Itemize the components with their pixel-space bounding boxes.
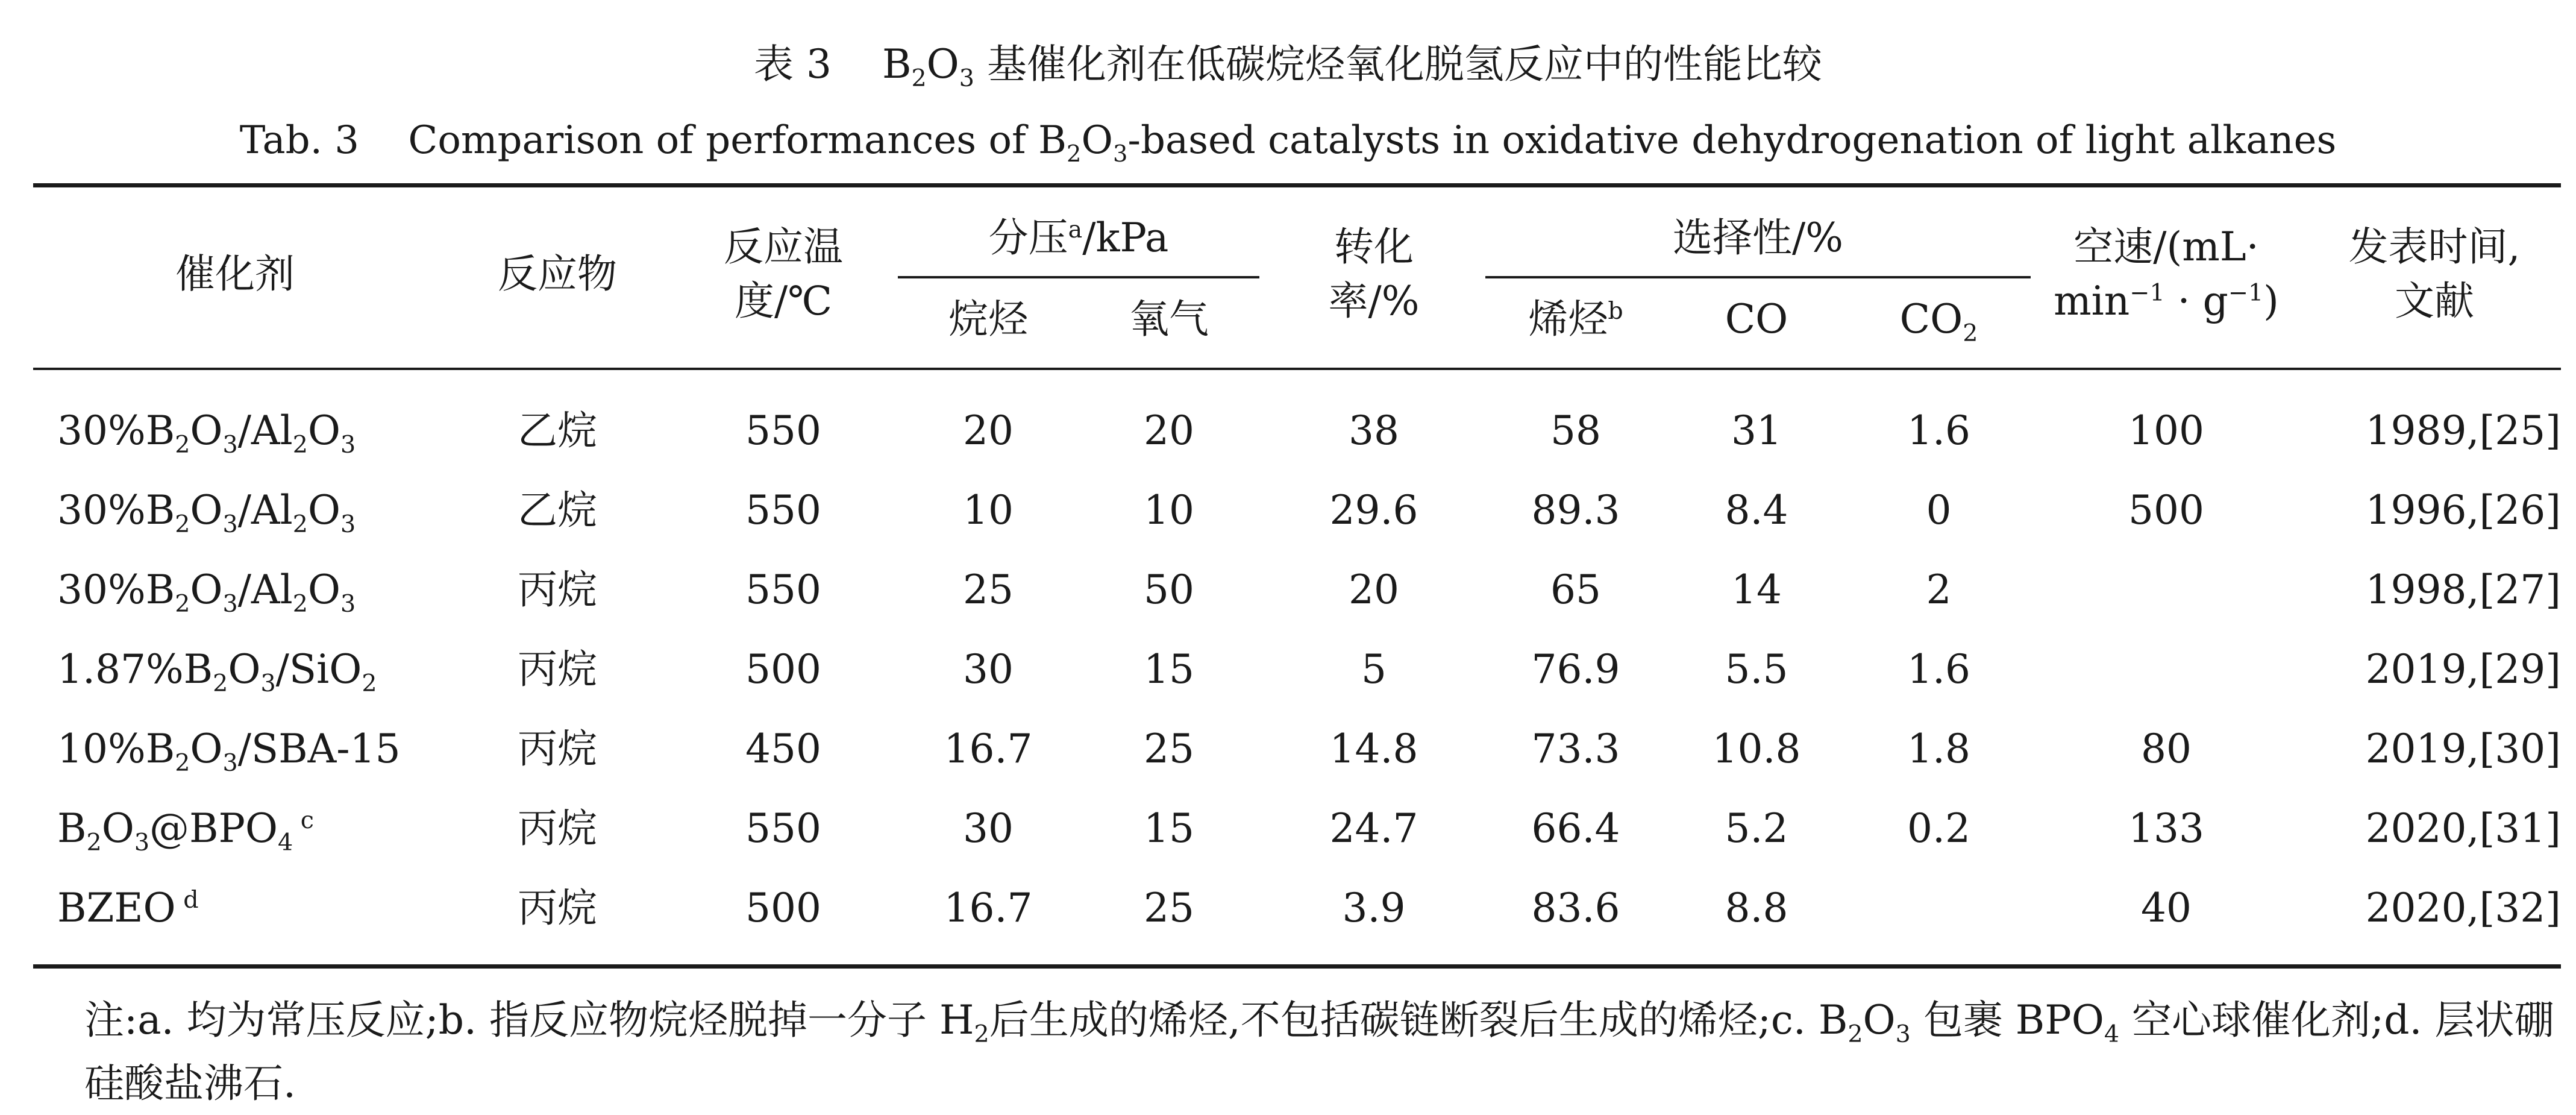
header-space-velocity: 空速/(mL· $\min^{-1} \cdot g^{-1}$) — [2054, 224, 2279, 324]
cell-catalyst: $30\%B_2O_3/Al_2O_3$ — [57, 487, 356, 539]
table-footnote: 注:a. 均为常压反应;b. 指反应物烷烃脱掉一分子 $H_2$后生成的烯烃,不包括碳链断裂后生成的烯烃;c. $B_2O_3$ 包裹 $BPO_4$ 空心球催化剂;d. 层状硼硅酸盐沸石. — [84, 997, 2554, 1107]
header-alkane: 烷烃 — [948, 296, 1028, 342]
cell-conv: 20 — [1349, 567, 1399, 613]
header-reactant: 反应物 — [498, 251, 617, 297]
cell-olefin: 76.9 — [1531, 646, 1620, 693]
cell-oxygen: 15 — [1144, 805, 1194, 852]
cell-olefin: 89.3 — [1531, 487, 1620, 533]
cell-co2: 2 — [1926, 567, 1952, 613]
table-bottom-rule — [33, 964, 2561, 969]
header-oxygen: 氧气 — [1129, 296, 1209, 342]
cell-catalyst: BZEO $^d$ — [57, 885, 199, 931]
cell-ref: 1998,[27] — [2365, 567, 2561, 613]
header-olefin: 烯烃$^b$ — [1528, 296, 1623, 342]
cell-reactant: 丙烷 — [518, 805, 597, 852]
cell-temp: 500 — [745, 885, 821, 931]
cell-sv: 100 — [2128, 407, 2204, 454]
pressure-subrule — [898, 276, 1259, 278]
cell-alkane: 20 — [963, 407, 1014, 454]
cell-co: 5.5 — [1725, 646, 1788, 693]
cell-co: 8.8 — [1725, 885, 1788, 931]
cell-catalyst: $1.87\%B_2O_3/SiO_2$ — [57, 646, 377, 698]
cell-co2: 1.6 — [1907, 646, 1970, 693]
cell-catalyst: $B_2O_3@BPO_4$ $^c$ — [57, 805, 314, 857]
cell-olefin: 66.4 — [1531, 805, 1620, 852]
header-conversion: 转化 率/% — [1328, 224, 1420, 324]
cell-sv: 133 — [2128, 805, 2204, 852]
table-number-cn: 表 3 — [754, 41, 832, 87]
header-publication: 发表时间, 文献 — [2348, 224, 2521, 324]
cell-co2: 0 — [1926, 487, 1952, 533]
cell-conv: 14.8 — [1329, 726, 1418, 772]
cell-reactant: 丙烷 — [518, 726, 597, 772]
cell-conv: 3.9 — [1342, 885, 1406, 931]
header-partial-pressure: 分压$^a$/kPa — [988, 215, 1169, 261]
cell-temp: 550 — [745, 805, 821, 852]
cell-conv: 5 — [1361, 646, 1387, 693]
cell-oxygen: 50 — [1144, 567, 1194, 613]
cell-co2: 0.2 — [1907, 805, 1970, 852]
cell-catalyst: $10\%B_2O_3/SBA-15$ — [57, 726, 401, 777]
cell-sv: 80 — [2141, 726, 2192, 772]
table-number-en: Tab. 3 — [239, 118, 359, 163]
cell-co2: 1.6 — [1907, 407, 1970, 454]
cell-oxygen: 10 — [1144, 487, 1194, 533]
cell-reactant: 乙烷 — [518, 407, 597, 454]
cell-ref: 2019,[30] — [2365, 726, 2561, 772]
cell-temp: 550 — [745, 567, 821, 613]
cell-oxygen: 25 — [1144, 726, 1194, 772]
table-header-rule — [33, 368, 2561, 370]
cell-ref: 2020,[31] — [2365, 805, 2561, 852]
cell-co: 31 — [1731, 407, 1782, 454]
title-text-cn: 基催化剂在低碳烷烃氧化脱氢反应中的性能比较 — [986, 41, 1822, 87]
cell-reactant: 丙烷 — [518, 567, 597, 613]
cell-reactant: 丙烷 — [518, 646, 597, 693]
cell-co: 10.8 — [1712, 726, 1801, 772]
cell-reactant: 丙烷 — [518, 885, 597, 931]
cell-ref: 1989,[25] — [2365, 407, 2561, 454]
cell-catalyst: $30\%B_2O_3/Al_2O_3$ — [57, 407, 356, 459]
title-compound: $B_2O_3$ — [882, 41, 974, 93]
cell-ref: 2020,[32] — [2365, 885, 2561, 931]
cell-temp: 550 — [745, 407, 821, 454]
cell-conv: 24.7 — [1329, 805, 1418, 852]
cell-alkane: 16.7 — [944, 726, 1033, 772]
table-title-en: Tab. 3 Comparison of performances of $B_2O_3$-based catalysts in oxidative dehydrogenation of light alkanes — [239, 118, 2337, 168]
cell-temp: 500 — [745, 646, 821, 693]
cell-olefin: 65 — [1550, 567, 1601, 613]
cell-conv: 38 — [1349, 407, 1399, 454]
cell-sv: 40 — [2141, 885, 2192, 931]
cell-ref: 2019,[29] — [2365, 646, 2561, 693]
title-compound-en: $B_2O_3$ — [1038, 118, 1128, 168]
cell-olefin: 73.3 — [1531, 726, 1620, 772]
header-temperature: 反应温 度/℃ — [724, 224, 843, 324]
header-selectivity: 选择性/% — [1673, 215, 1843, 261]
cell-oxygen: 25 — [1144, 885, 1194, 931]
header-catalyst: 催化剂 — [175, 251, 295, 297]
cell-co: 8.4 — [1725, 487, 1788, 533]
cell-alkane: 30 — [963, 805, 1014, 852]
header-co: CO — [1725, 296, 1788, 342]
cell-olefin: 83.6 — [1531, 885, 1620, 931]
cell-conv: 29.6 — [1329, 487, 1418, 533]
table-title-cn — [0, 37, 2576, 92]
cell-temp: 450 — [745, 726, 821, 772]
cell-sv: 500 — [2128, 487, 2204, 533]
cell-alkane: 16.7 — [944, 885, 1033, 931]
cell-oxygen: 15 — [1144, 646, 1194, 693]
cell-ref: 1996,[26] — [2365, 487, 2561, 533]
cell-temp: 550 — [745, 487, 821, 533]
cell-reactant: 乙烷 — [518, 487, 597, 533]
cell-co: 5.2 — [1725, 805, 1788, 852]
cell-alkane: 10 — [963, 487, 1014, 533]
table-top-rule — [33, 183, 2561, 187]
cell-alkane: 30 — [963, 646, 1014, 693]
cell-co2: 1.8 — [1907, 726, 1970, 772]
cell-olefin: 58 — [1550, 407, 1601, 454]
cell-catalyst: $30\%B_2O_3/Al_2O_3$ — [57, 567, 356, 618]
cell-alkane: 25 — [963, 567, 1014, 613]
header-co2: $CO_2$ — [1899, 296, 1978, 348]
cell-oxygen: 20 — [1144, 407, 1194, 454]
selectivity-subrule — [1485, 276, 2031, 278]
cell-co: 14 — [1731, 567, 1782, 613]
